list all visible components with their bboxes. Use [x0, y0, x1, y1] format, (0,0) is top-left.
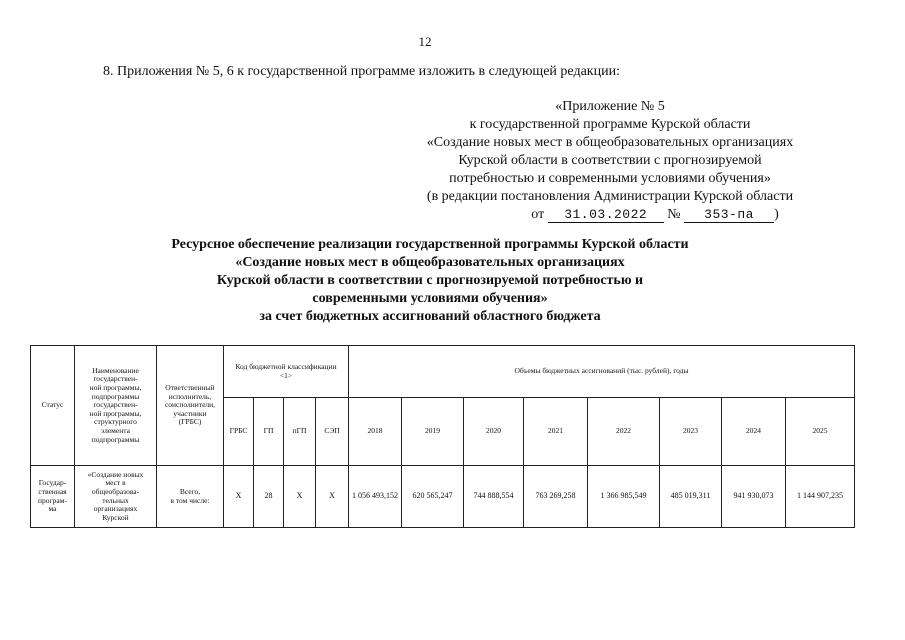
header-row — [31, 346, 855, 398]
annex-line: потребностью и современными условиями обучения» — [449, 171, 771, 186]
volume-cell: 1 056 493,152 — [349, 466, 402, 528]
year-header: 2019 — [402, 398, 464, 466]
resolution-date: 31.03.2022 — [548, 207, 664, 223]
amendment-paragraph: 8. Приложения № 5, 6 к государственной программе изложить в следующей редакции: — [103, 64, 620, 79]
annex-line: Курской области в соответствии с прогнозируемой — [458, 153, 762, 168]
year-header: 2025 — [786, 398, 855, 466]
status-header: Статус — [31, 346, 75, 466]
volume-cell: 620 565,247 — [402, 466, 464, 528]
budget-table — [30, 345, 855, 528]
name-header: Наименование государствен- ной программы, подпрограммы государствен- ной программы, структурного элемента подпрограммы — [75, 346, 157, 466]
annex-line: к государственной программе Курской области — [469, 117, 751, 132]
volumes-header: Объемы бюджетных ассигнований (тыс. рублей), годы — [349, 346, 855, 398]
number-prefix: № — [667, 207, 681, 222]
heading-line: «Создание новых мест в общеобразовательных организациях — [235, 255, 625, 270]
volume-cell: 1 366 985,549 — [588, 466, 660, 528]
document-heading — [130, 236, 730, 326]
program-name-cell: «Создание новых мест в общеобразова- тельных организациях Курской — [75, 466, 157, 528]
year-header: 2018 — [349, 398, 402, 466]
code-header-pgp: пГП — [284, 398, 316, 466]
closing-paren: ) — [774, 207, 779, 222]
heading-line: за счет бюджетных ассигнований областного бюджета — [259, 309, 601, 324]
executor-header: Ответственный исполнитель, соисполнители, участники (ГРБС) — [157, 346, 224, 466]
volume-cell: 1 144 907,235 — [786, 466, 855, 528]
date-prefix: от — [531, 207, 545, 222]
volume-cell: 941 930,073 — [722, 466, 786, 528]
code-cell-pgp: Х — [284, 466, 316, 528]
code-cell-grbs: Х — [224, 466, 254, 528]
heading-line: Ресурсное обеспечение реализации государственной программы Курской области — [171, 237, 689, 252]
code-cell-sep: Х — [316, 466, 349, 528]
heading-line: современными условиями обучения» — [312, 291, 548, 306]
year-header: 2021 — [524, 398, 588, 466]
annex-header — [390, 98, 830, 224]
volume-cell: 763 269,258 — [524, 466, 588, 528]
resolution-number: 353-па — [684, 207, 774, 223]
annex-line: «Приложение № 5 — [555, 99, 665, 114]
page-number: 12 — [418, 34, 432, 49]
year-header: 2022 — [588, 398, 660, 466]
heading-line: Курской области в соответствии с прогнозируемой потребностью и — [216, 273, 644, 288]
table-row — [31, 466, 855, 528]
year-header: 2024 — [722, 398, 786, 466]
code-header-grbs: ГРБС — [224, 398, 254, 466]
volume-cell: 485 019,311 — [660, 466, 722, 528]
annex-line: (в редакции постановления Администрации Курской области — [426, 189, 794, 204]
annex-line: «Создание новых мест в общеобразовательных организациях — [426, 135, 794, 150]
resolution-date-line — [480, 206, 830, 224]
code-cell-gp: 28 — [254, 466, 284, 528]
code-header-sep: СЭП — [316, 398, 349, 466]
budget-code-header: Код бюджетной классификации <1> — [224, 346, 349, 398]
year-header: 2020 — [464, 398, 524, 466]
status-cell: Государ- ственная програм- ма — [31, 466, 75, 528]
year-header: 2023 — [660, 398, 722, 466]
volume-cell: 744 888,554 — [464, 466, 524, 528]
code-header-gp: ГП — [254, 398, 284, 466]
executor-cell: Всего, в том числе: — [157, 466, 224, 528]
